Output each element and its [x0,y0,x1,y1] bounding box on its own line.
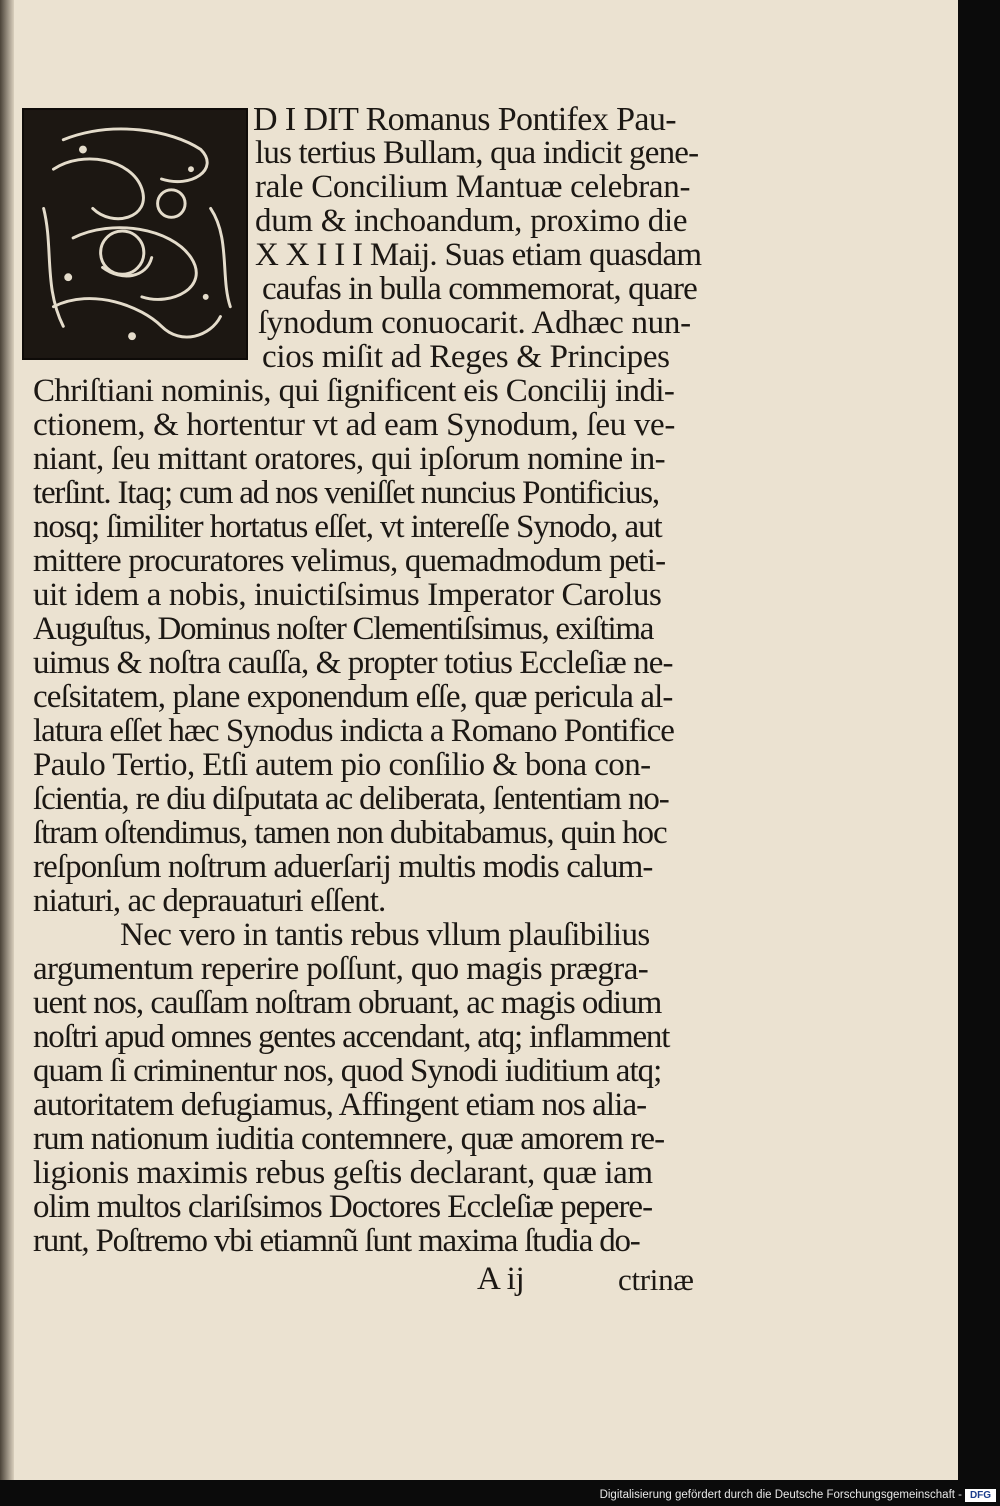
digitization-credit: Digitalisierung gefördert durch die Deutsche Forschungsgemeinschaft - [599,1489,962,1501]
text-line: D I DIT Romanus Pontifex Pau‑ [253,101,676,138]
text-line: niaturi, ac deprauaturi eſſent. [33,883,386,919]
text-line: argumentum reperire poſſunt, quo magis prægra‑ [33,951,649,987]
text-line: X X I I I Maij. Suas etiam quasdam [255,237,702,273]
page-edge-shadow [958,0,1000,1480]
text-line: uent nos, cauſſam noſtram obruant, ac magis odium [33,985,662,1021]
text-line: ligionis maximis rebus geſtis declarant, quæ iam [33,1155,653,1191]
text-line: terſint. Itaq; cum ad nos veniſſet nuncius Pontificius, [33,475,659,511]
text-line: uit idem a nobis, inuictiſsimus Imperator Carolus [33,577,662,613]
text-line: rum nationum iuditia contemnere, quæ amorem re‑ [33,1121,665,1157]
text-line: uimus & noſtra cauſſa, & propter totius Eccleſiæ ne‑ [33,645,673,681]
text-line: Chriſtiani nominis, qui ſignificent eis Concilij indi‑ [33,373,675,409]
text-line: rale Concilium Mantuæ celebran‑ [255,169,691,205]
text-line: Auguſtus, Dominus noſter Clementiſsimus, exiſtima [33,611,654,647]
catchword: ctrinæ [618,1262,694,1297]
text-line: reſponſum noſtrum aduerſarij multis modis calum‑ [33,849,653,885]
text-line: quam ſi criminentur nos, quod Synodi iuditium atq; [33,1053,662,1089]
text-line: ceſsitatem, plane exponendum eſſe, quæ pericula al‑ [33,679,673,715]
text-line: caufas in bulla commemorat, quare [262,271,697,307]
text-line: ſcientia, re diu diſputata ac deliberata, ſententiam no‑ [33,781,669,817]
text-line: niant, ſeu mittant oratores, qui ipſorum nomine in‑ [33,441,666,477]
text-line: nosq; ſimiliter hortatus eſſet, vt intereſſe Synodo, aut [33,509,662,545]
text-line: Paulo Tertio, Etſi autem pio conſilio & bona con‑ [33,747,651,783]
text-line: ctionem, & hortentur vt ad eam Synodum, ſeu ve‑ [33,407,676,443]
text-line: ſynodum conuocarit. Adhæc nun‑ [258,305,691,341]
text-line: latura eſſet hæc Synodus indicta a Romano Pontifice [33,713,674,749]
text-line: lus tertius Bullam, qua indicit gene‑ [255,135,699,171]
text-line: noſtri apud omnes gentes accendant, atq; inflamment [33,1019,670,1055]
signature-mark: A ij [477,1261,525,1297]
dfg-logo: DFG [965,1489,996,1502]
text-line: autoritatem defugiamus, Affingent etiam nos alia‑ [33,1087,647,1123]
text-line: olim multos clariſsimos Doctores Eccleſiæ pepere‑ [33,1189,653,1225]
text-line: runt, Poſtremo vbi etiamnũ ſunt maxima ſtudia do‑ [33,1223,640,1259]
paragraph-start-line: Nec vero in tantis rebus vllum plauſibilius [120,917,650,953]
text-line: ſtram oſtendimus, tamen non dubitabamus, quin hoc [33,815,667,851]
text-line: cios miſit ad Reges & Principes [262,339,670,375]
text-line: mittere procuratores velimus, quemadmodum peti‑ [33,543,666,579]
text-line: dum & inchoandum, proximo die [255,203,688,239]
